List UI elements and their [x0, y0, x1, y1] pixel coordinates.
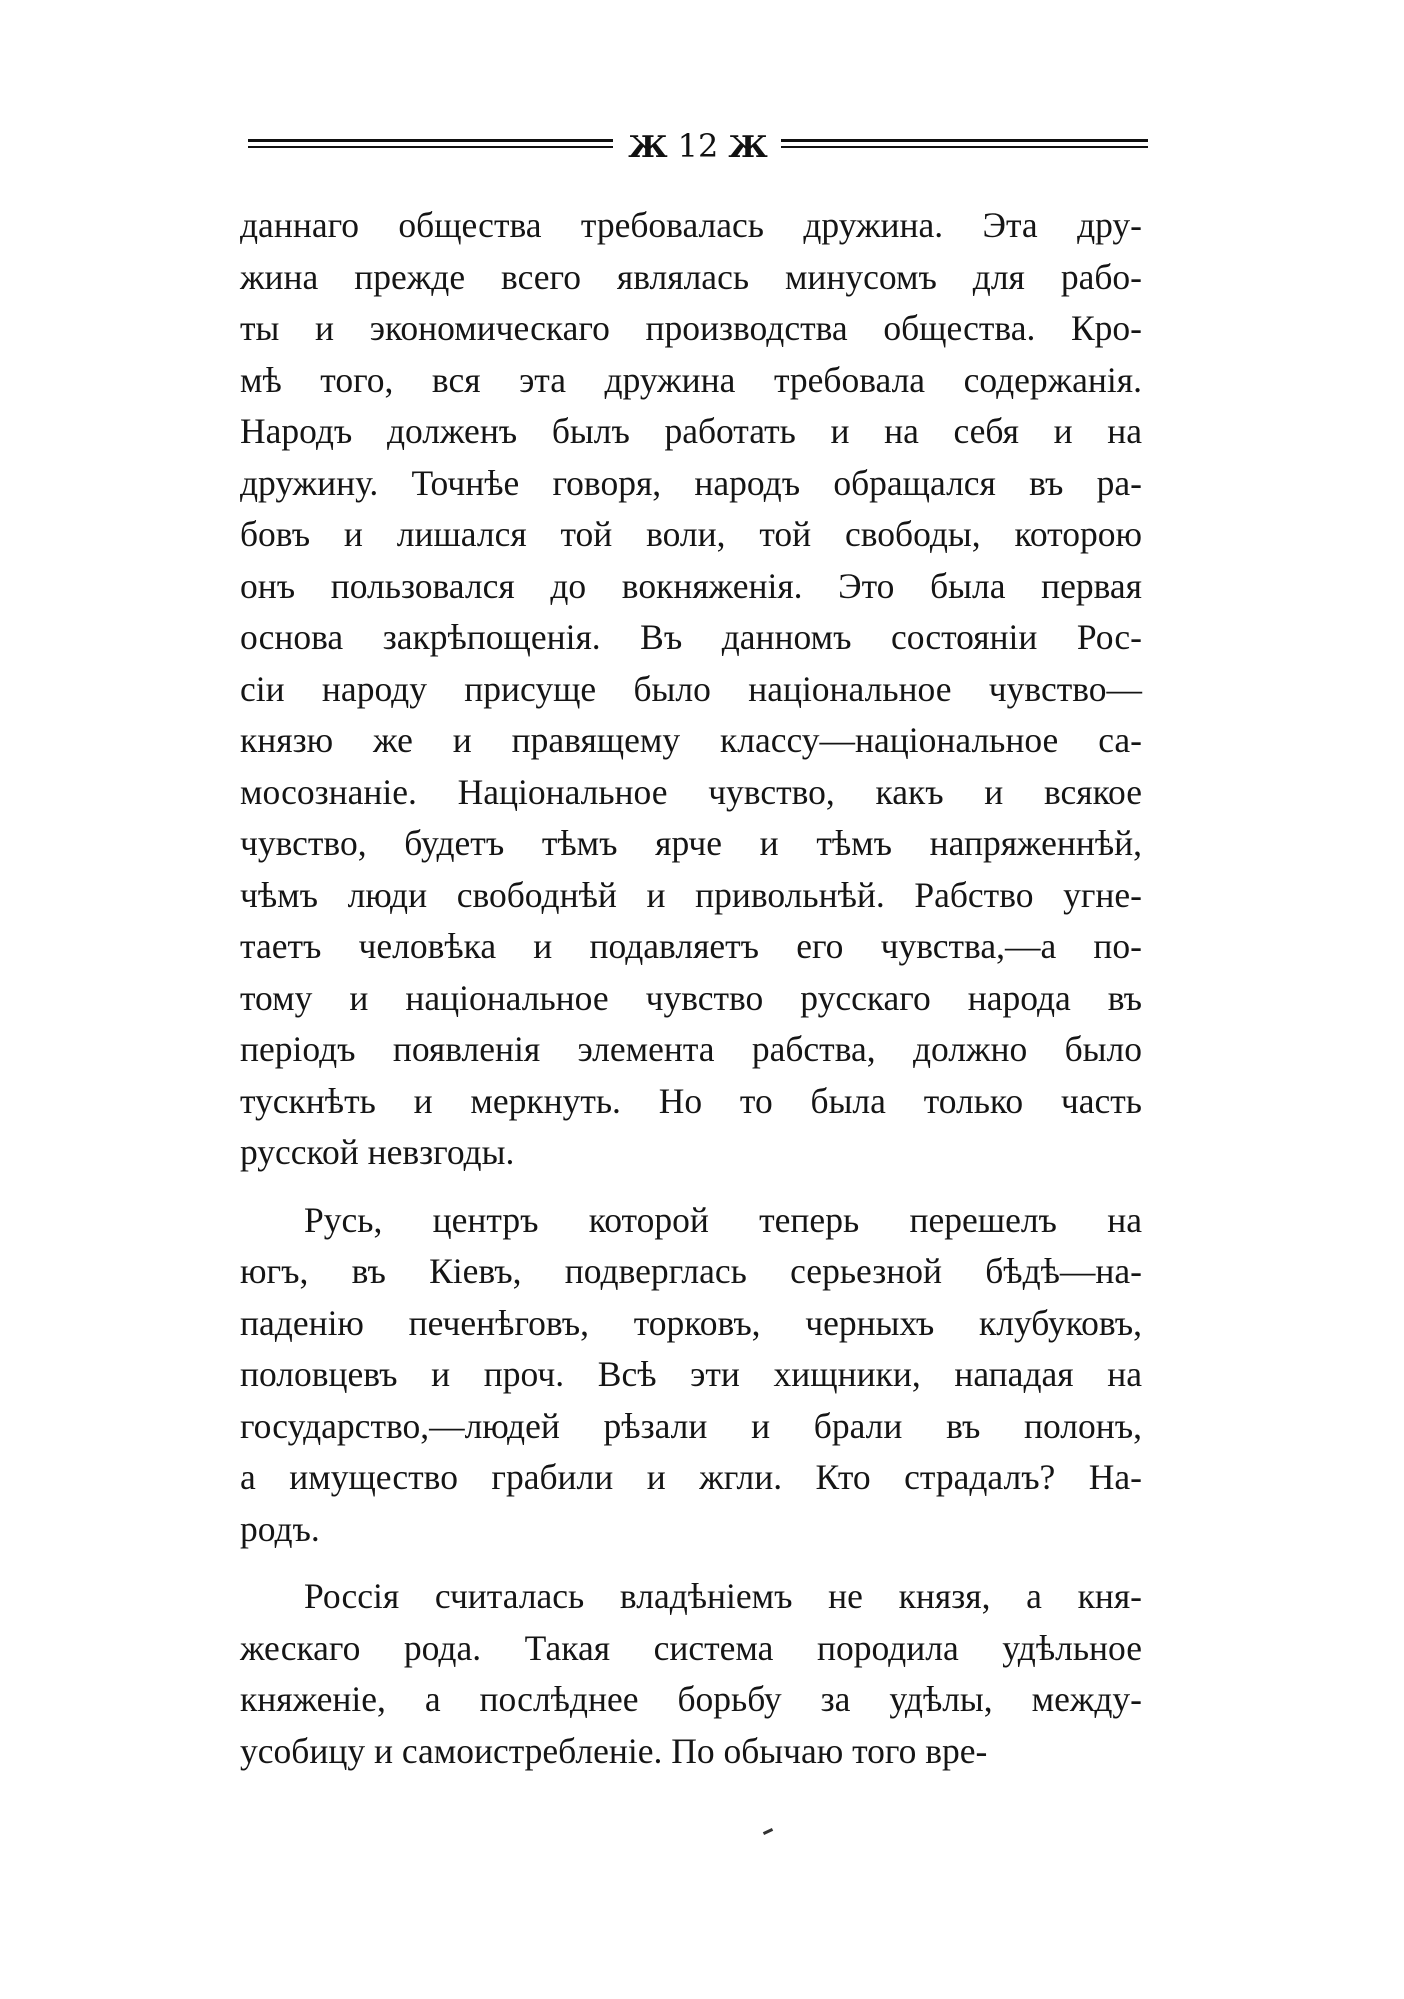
paragraph	[240, 1195, 1142, 1556]
text-line: государство,—людей рѣзали и брали въ полонъ,	[240, 1405, 1142, 1446]
paragraph	[240, 200, 1142, 1179]
text-line: половцевъ и проч. Всѣ эти хищники, нападая на	[240, 1354, 1142, 1394]
text-line: онъ пользовался до вокняженія. Это была первая	[240, 565, 1142, 606]
text-line: Русь, центръ которой теперь перешелъ на	[304, 1199, 1142, 1240]
text-line: бовъ и лишался той воли, той свободы, которою	[240, 514, 1142, 554]
ornament-left-icon: Ж	[628, 130, 668, 165]
text-line: мѣ того, вся эта дружина требовала содержанія.	[240, 359, 1142, 400]
header-rule-right	[781, 139, 1148, 148]
text-line: тому и національное чувство русскаго народа въ	[240, 977, 1142, 1018]
header-center	[620, 126, 776, 166]
text-line: паденію печенѣговъ, торковъ, черныхъ клубуковъ,	[240, 1302, 1142, 1343]
text-line: русской невзгоды.	[240, 1132, 515, 1172]
paragraph	[240, 1571, 1142, 1777]
text-line: основа закрѣпощенія. Въ данномъ состояніи Рос-	[240, 617, 1142, 657]
text-line: періодъ появленія элемента рабства, должно было	[240, 1029, 1142, 1069]
text-line: княженіе, а послѣднее борьбу за удѣлы, между-	[240, 1679, 1142, 1719]
text-line: мосознаніе. Національное чувство, какъ и всякое	[240, 771, 1142, 812]
text-line: усобицу и самоистребленіе. По обычаю того вре-	[240, 1730, 988, 1771]
page-number: 12	[677, 127, 719, 165]
text-line: сіи народу присуще было національное чувство—	[240, 668, 1142, 709]
text-line: тускнѣть и меркнуть. Но то была только часть	[240, 1080, 1142, 1121]
ornament-right-icon: Ж	[728, 130, 768, 165]
text-line: чувство, будетъ тѣмъ ярче и тѣмъ напряженнѣй,	[240, 823, 1142, 863]
page-header	[248, 126, 1148, 166]
text-line: Народъ долженъ былъ работать и на себя и на	[240, 411, 1142, 451]
text-line: дружину. Точнѣе говоря, народъ обращался въ ра-	[240, 462, 1142, 503]
header-rule-left	[248, 139, 613, 148]
paragraph-gap	[240, 1555, 1142, 1571]
text-line: даннаго общества требовалась дружина. Эта дру-	[240, 205, 1142, 245]
text-line: ты и экономическаго производства общества. Кро-	[240, 308, 1142, 348]
paragraph-gap	[240, 1179, 1142, 1195]
text-line: родъ.	[240, 1508, 320, 1549]
ink-speck	[763, 1828, 773, 1835]
text-line: чѣмъ люди свободнѣй и привольнѣй. Рабство угне-	[240, 874, 1142, 915]
text-line: а имущество грабили и жгли. Кто страдалъ? На-	[240, 1457, 1142, 1497]
text-line: жескаго рода. Такая система породила удѣльное	[240, 1627, 1142, 1668]
text-line: югъ, въ Кіевъ, подверглась серьезной бѣдѣ—на-	[240, 1251, 1142, 1291]
text-line: Россія считалась владѣніемъ не князя, а кня-	[304, 1576, 1142, 1616]
text-line: таетъ человѣка и подавляетъ его чувства,—а по-	[240, 926, 1142, 966]
text-line: князю же и правящему классу—національное са-	[240, 720, 1142, 760]
text-line: жина прежде всего являлась минусомъ для рабо-	[240, 256, 1142, 297]
body-text	[240, 200, 1142, 1777]
